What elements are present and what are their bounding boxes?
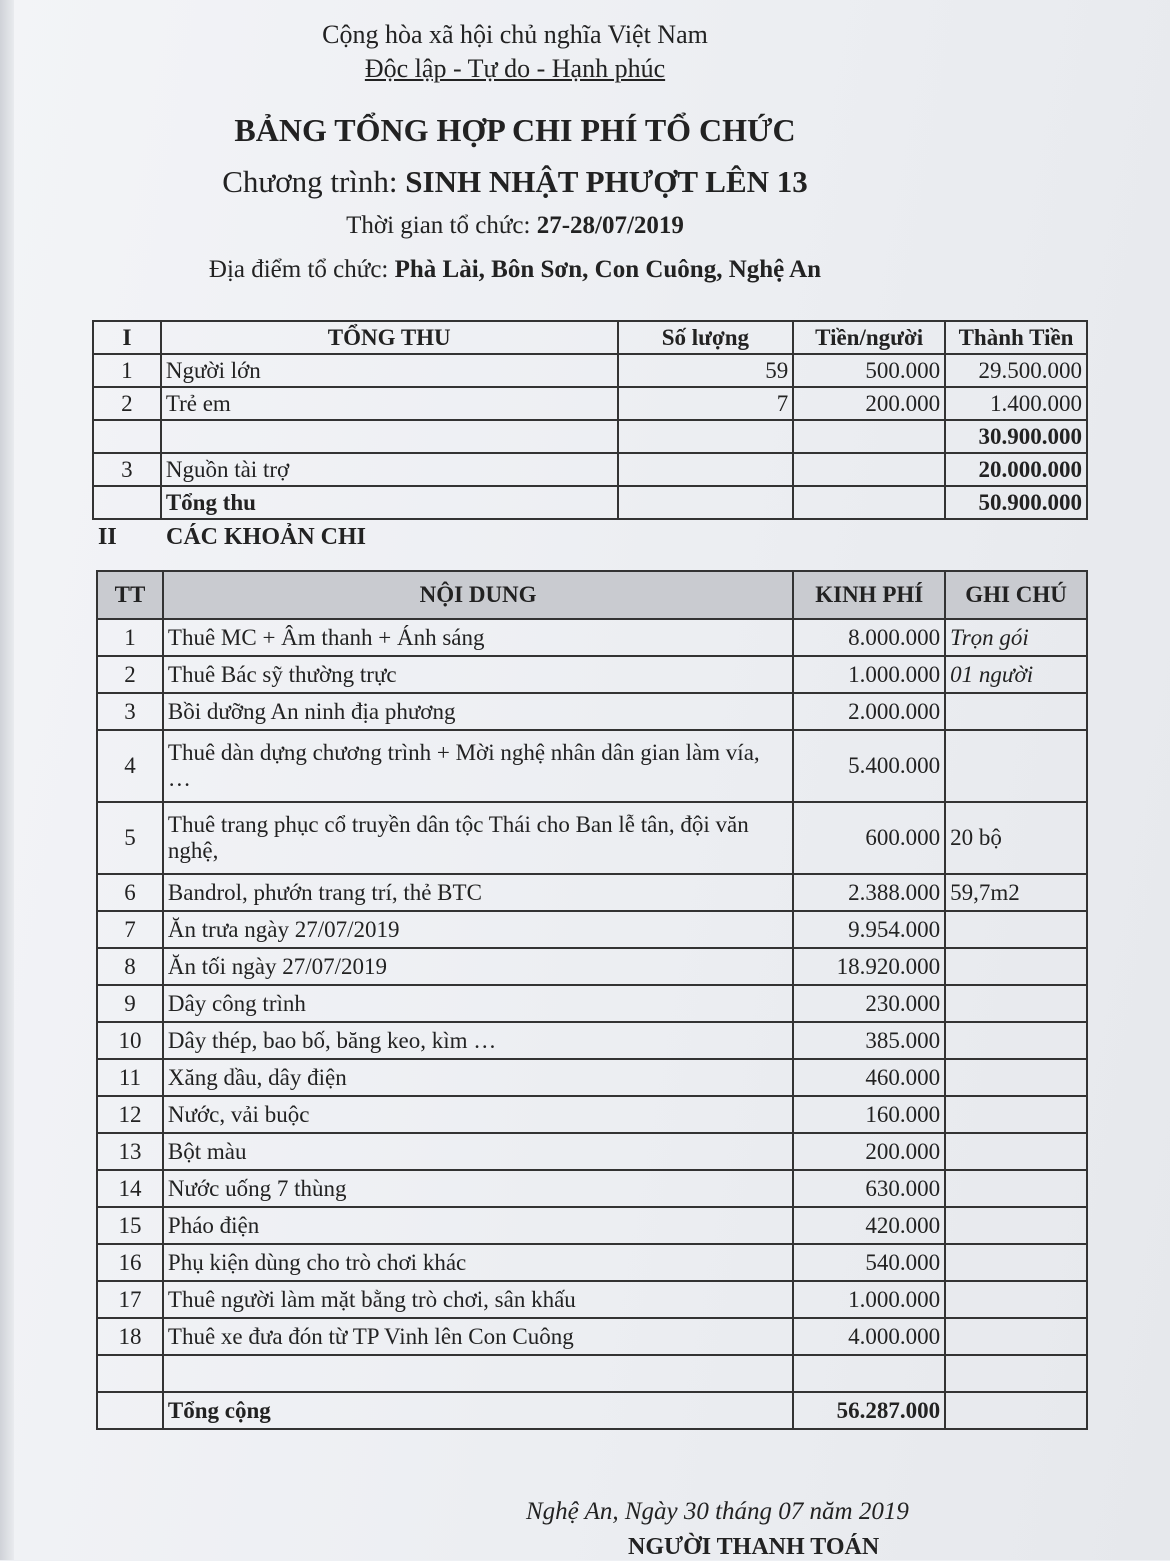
expense-no: 13 xyxy=(97,1133,163,1170)
program-name: SINH NHẬT PHƯỢT LÊN 13 xyxy=(405,164,808,199)
expense-note xyxy=(945,911,1087,948)
income-unit xyxy=(793,486,945,519)
expense-header-cost: KINH PHÍ xyxy=(793,571,945,619)
expense-note xyxy=(945,1096,1087,1133)
expense-content: Thuê MC + Âm thanh + Ánh sáng xyxy=(163,619,793,656)
income-subtotal: 30.900.000 xyxy=(945,420,1087,453)
income-qty xyxy=(618,486,794,519)
table-row xyxy=(97,911,1087,948)
expense-no: 16 xyxy=(97,1244,163,1281)
income-total: 1.400.000 xyxy=(945,387,1087,420)
income-header-unit: Tiền/người xyxy=(793,321,945,354)
place-line xyxy=(0,256,1030,284)
income-grand-total: 50.900.000 xyxy=(945,486,1087,519)
table-row xyxy=(97,619,1087,656)
expense-cost: 18.920.000 xyxy=(793,948,945,985)
expense-note: 01 người xyxy=(945,656,1087,693)
expense-section-title: CÁC KHOẢN CHI xyxy=(166,524,367,550)
expense-content: Pháo điện xyxy=(163,1207,793,1244)
expense-cost: 200.000 xyxy=(793,1133,945,1170)
expense-content: Bột màu xyxy=(163,1133,793,1170)
expense-content: Bandrol, phướn trang trí, thẻ BTC xyxy=(163,874,793,911)
income-name: Trẻ em xyxy=(161,387,618,420)
expense-content: Thuê Bác sỹ thường trực xyxy=(163,656,793,693)
expense-content: Bồi dưỡng An ninh địa phương xyxy=(163,693,793,730)
expense-no: 8 xyxy=(97,948,163,985)
expense-cost: 160.000 xyxy=(793,1096,945,1133)
income-qty xyxy=(618,453,794,486)
income-qty: 7 xyxy=(618,387,794,420)
income-header-name: TỔNG THU xyxy=(161,321,618,354)
expense-section-no: II xyxy=(98,524,117,550)
expense-no: 14 xyxy=(97,1170,163,1207)
time-line xyxy=(0,212,1030,240)
income-header-row xyxy=(93,321,1087,354)
empty-cell xyxy=(97,1355,163,1392)
income-no xyxy=(93,420,161,453)
expense-note xyxy=(945,1133,1087,1170)
empty-cell xyxy=(945,1355,1087,1392)
income-no xyxy=(93,486,161,519)
income-row xyxy=(93,453,1087,486)
expense-note xyxy=(945,1281,1087,1318)
income-section-no: I xyxy=(93,321,161,354)
table-row xyxy=(97,1022,1087,1059)
income-total-label: Tổng thu xyxy=(161,486,618,519)
expense-header-note: GHI CHÚ xyxy=(945,571,1087,619)
expense-cost: 9.954.000 xyxy=(793,911,945,948)
table-row xyxy=(97,1207,1087,1244)
table-row xyxy=(97,1281,1087,1318)
expense-total-label: Tổng cộng xyxy=(163,1392,793,1429)
table-row xyxy=(97,948,1087,985)
table-row xyxy=(97,1059,1087,1096)
expense-content: Dây công trình xyxy=(163,985,793,1022)
national-motto xyxy=(0,54,1030,84)
income-no: 1 xyxy=(93,354,161,387)
expense-no: 5 xyxy=(97,802,163,874)
income-row xyxy=(93,354,1087,387)
income-row xyxy=(93,387,1087,420)
expense-note xyxy=(945,730,1087,802)
document-title: BẢNG TỔNG HỢP CHI PHÍ TỔ CHỨC xyxy=(234,112,796,148)
expense-cost: 420.000 xyxy=(793,1207,945,1244)
income-unit xyxy=(793,420,945,453)
empty-cell xyxy=(163,1355,793,1392)
expense-header-no: TT xyxy=(97,571,163,619)
expense-cost: 540.000 xyxy=(793,1244,945,1281)
income-header-total: Thành Tiền xyxy=(945,321,1087,354)
expense-content: Xăng dầu, dây điện xyxy=(163,1059,793,1096)
expense-no: 15 xyxy=(97,1207,163,1244)
expense-note xyxy=(945,1170,1087,1207)
expense-note xyxy=(945,985,1087,1022)
income-name: Nguồn tài trợ xyxy=(161,453,618,486)
program-label: Chương trình: xyxy=(222,164,398,199)
expense-no: 18 xyxy=(97,1318,163,1355)
expense-cost: 1.000.000 xyxy=(793,1281,945,1318)
income-unit xyxy=(793,453,945,486)
expense-cost: 2.000.000 xyxy=(793,693,945,730)
expense-content: Thuê người làm mặt bằng trò chơi, sân khấu xyxy=(163,1281,793,1318)
empty-cell xyxy=(97,1392,163,1429)
expense-content: Phụ kiện dùng cho trò chơi khác xyxy=(163,1244,793,1281)
table-row xyxy=(97,985,1087,1022)
national-name: Cộng hòa xã hội chủ nghĩa Việt Nam xyxy=(322,20,708,49)
expense-note xyxy=(945,693,1087,730)
expense-content: Dây thép, bao bố, băng keo, kìm … xyxy=(163,1022,793,1059)
time-label: Thời gian tổ chức: xyxy=(346,212,531,239)
table-row xyxy=(97,656,1087,693)
expense-content: Nước, vải buộc xyxy=(163,1096,793,1133)
expense-cost: 1.000.000 xyxy=(793,656,945,693)
expense-cost: 385.000 xyxy=(793,1022,945,1059)
expense-no: 7 xyxy=(97,911,163,948)
signer-title: NGƯỜI THANH TOÁN xyxy=(628,1534,880,1560)
table-row xyxy=(97,1133,1087,1170)
income-row xyxy=(93,420,1087,453)
expense-content: Thuê trang phục cổ truyền dân tộc Thái cho Ban lễ tân, đội văn nghệ, xyxy=(163,802,793,874)
expense-no: 2 xyxy=(97,656,163,693)
expense-note xyxy=(945,948,1087,985)
income-no: 2 xyxy=(93,387,161,420)
expense-note xyxy=(945,1059,1087,1096)
expense-no: 17 xyxy=(97,1281,163,1318)
table-row xyxy=(97,1096,1087,1133)
expense-cost: 8.000.000 xyxy=(793,619,945,656)
income-unit: 500.000 xyxy=(793,354,945,387)
expense-no: 1 xyxy=(97,619,163,656)
empty-cell xyxy=(793,1355,945,1392)
income-name xyxy=(161,420,618,453)
expense-cost: 630.000 xyxy=(793,1170,945,1207)
expense-no: 12 xyxy=(97,1096,163,1133)
table-row xyxy=(97,802,1087,874)
expense-cost: 230.000 xyxy=(793,985,945,1022)
expense-table xyxy=(96,570,1088,1430)
empty-row xyxy=(97,1355,1087,1392)
place-label: Địa điểm tổ chức: xyxy=(208,256,389,283)
footer-date: Nghệ An, Ngày 30 tháng 07 năm 2019 xyxy=(526,1498,909,1525)
table-row xyxy=(97,874,1087,911)
income-total-row xyxy=(93,486,1087,519)
motto-text: Độc lập - Tự do - Hạnh phúc xyxy=(364,54,666,83)
expense-no: 3 xyxy=(97,693,163,730)
empty-cell xyxy=(945,1392,1087,1429)
expense-total-row xyxy=(97,1392,1087,1429)
expense-cost: 2.388.000 xyxy=(793,874,945,911)
expense-note xyxy=(945,1022,1087,1059)
expense-content: Ăn trưa ngày 27/07/2019 xyxy=(163,911,793,948)
expense-note: 20 bộ xyxy=(945,802,1087,874)
income-total: 29.500.000 xyxy=(945,354,1087,387)
income-header-qty: Số lượng xyxy=(618,321,794,354)
expense-no: 4 xyxy=(97,730,163,802)
expense-content: Thuê xe đưa đón từ TP Vinh lên Con Cuông xyxy=(163,1318,793,1355)
table-row xyxy=(97,693,1087,730)
expense-cost: 460.000 xyxy=(793,1059,945,1096)
expense-cost: 4.000.000 xyxy=(793,1318,945,1355)
expense-content: Nước uống 7 thùng xyxy=(163,1170,793,1207)
table-row xyxy=(97,1170,1087,1207)
income-table xyxy=(92,320,1088,520)
expense-cost: 5.400.000 xyxy=(793,730,945,802)
income-unit: 200.000 xyxy=(793,387,945,420)
expense-no: 9 xyxy=(97,985,163,1022)
income-qty: 59 xyxy=(618,354,794,387)
expense-content: Ăn tối ngày 27/07/2019 xyxy=(163,948,793,985)
place-value: Phà Lài, Bôn Sơn, Con Cuông, Nghệ An xyxy=(394,256,822,283)
expense-header-row xyxy=(97,571,1087,619)
expense-note xyxy=(945,1207,1087,1244)
expense-note: 59,7m2 xyxy=(945,874,1087,911)
income-qty xyxy=(618,420,794,453)
expense-header-content: NỘI DUNG xyxy=(163,571,793,619)
income-total: 20.000.000 xyxy=(945,453,1087,486)
time-value: 27-28/07/2019 xyxy=(536,212,684,239)
expense-no: 10 xyxy=(97,1022,163,1059)
expense-section-heading xyxy=(98,524,367,551)
income-name: Người lớn xyxy=(161,354,618,387)
expense-note: Trọn gói xyxy=(945,619,1087,656)
expense-content: Thuê dàn dựng chương trình + Mời nghệ nhân dân gian làm vía, … xyxy=(163,730,793,802)
expense-no: 11 xyxy=(97,1059,163,1096)
expense-no: 6 xyxy=(97,874,163,911)
table-row xyxy=(97,1244,1087,1281)
expense-note xyxy=(945,1244,1087,1281)
expense-total-value: 56.287.000 xyxy=(793,1392,945,1429)
expense-cost: 600.000 xyxy=(793,802,945,874)
income-no: 3 xyxy=(93,453,161,486)
expense-note xyxy=(945,1318,1087,1355)
table-row xyxy=(97,1318,1087,1355)
table-row xyxy=(97,730,1087,802)
program-line xyxy=(0,164,1030,200)
